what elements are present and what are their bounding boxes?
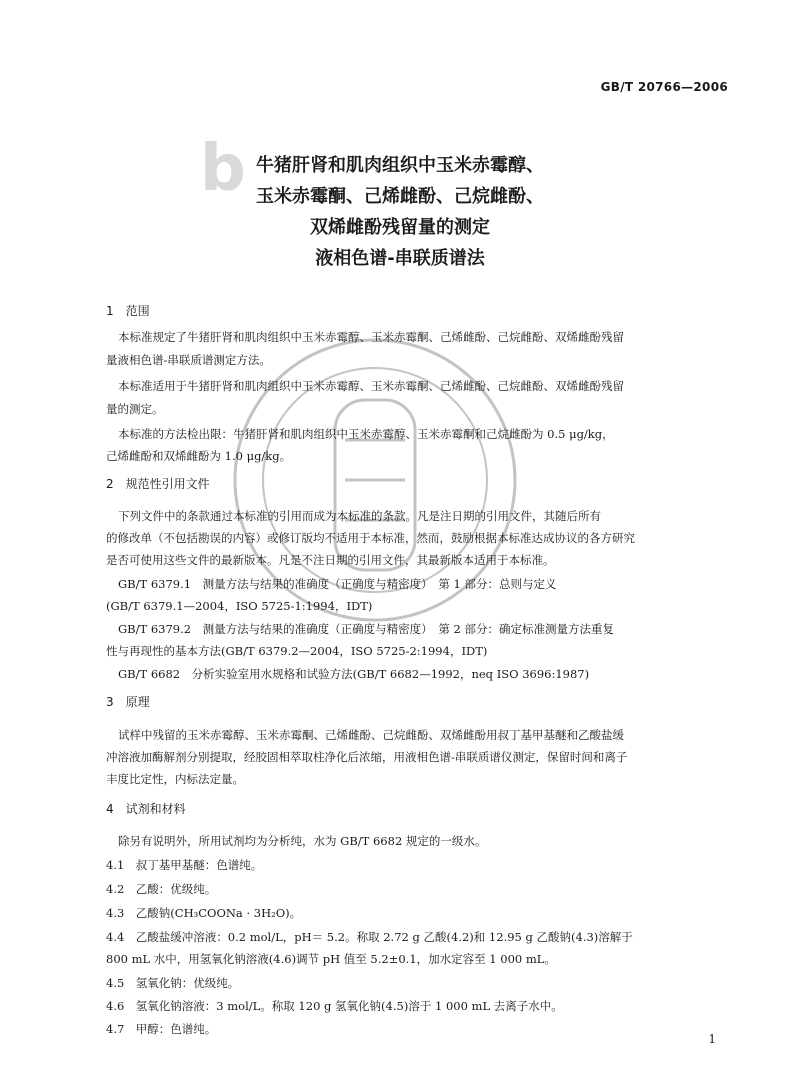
section-heading: 1 范围 xyxy=(106,304,150,318)
paragraph-line: 本标准适用于牛猪肝肾和肌肉组织中玉米赤霉醇、玉米赤霉酮、己烯雌酚、己烷雌酚、双烯雌酚残留 xyxy=(118,379,624,393)
list-item: 4.4 乙酸盐缓冲溶液：0.2 mol/L，pH＝ 5.2。称取 2.72 g 乙酸(4.2)和 12.95 g 乙酸钠(4.3)溶解于 xyxy=(106,930,633,944)
reference-line: GB/T 6379.2 测量方法与结果的准确度（正确度与精密度） 第 2 部分：确定标准测量方法重复 xyxy=(118,622,614,636)
paragraph-line: 量的测定。 xyxy=(106,402,164,416)
section-heading: 2 规范性引用文件 xyxy=(106,477,210,491)
paragraph-line: 己烯雌酚和双烯雌酚为 1.0 μg/kg。 xyxy=(106,449,292,463)
list-item: 4.5 氢氧化钠：优级纯。 xyxy=(106,976,240,990)
paragraph-line: 本标准的方法检出限：牛猪肝肾和肌肉组织中玉米赤霉醇、玉米赤霉酮和己烷雌酚为 0.5 μg/kg， xyxy=(118,427,614,441)
reference-line: 性与再现性的基本方法(GB/T 6379.2—2004，ISO 5725-2:1994，IDT) xyxy=(106,644,488,658)
reference-line: GB/T 6379.1 测量方法与结果的准确度（正确度与精密度） 第 1 部分：总则与定义 xyxy=(118,577,557,591)
paragraph-line: 量液相色谱-串联质谱测定方法。 xyxy=(106,353,271,367)
list-item: 4.3 乙酸钠(CH₃COONa · 3H₂O)。 xyxy=(106,906,302,920)
page-number: 1 xyxy=(708,1032,716,1046)
reference-line: GB/T 6682 分析实验室用水规格和试验方法(GB/T 6682—1992，neq ISO 3696:1987) xyxy=(118,667,590,681)
section-heading: 4 试剂和材料 xyxy=(106,802,186,816)
paragraph-line: 冲溶液加酶解剂分别提取，经胶固相萃取柱净化后浓缩，用液相色谱-串联质谱仪测定，保留时间和离子 xyxy=(106,750,628,764)
watermark: b xyxy=(200,132,250,206)
standard-code: GB/T 20766—2006 xyxy=(600,80,728,94)
document-title xyxy=(150,150,650,274)
paragraph-line: 除另有说明外，所用试剂均为分析纯，水为 GB/T 6682 规定的一级水。 xyxy=(118,834,487,848)
list-item: 4.7 甲醇：色谱纯。 xyxy=(106,1022,217,1036)
paragraph-line: 是否可使用这些文件的最新版本。凡是不注日期的引用文件，其最新版本适用于本标准。 xyxy=(106,553,555,567)
list-item: 4.2 乙酸：优级纯。 xyxy=(106,882,217,896)
list-item: 4.6 氢氧化钠溶液：3 mol/L。称取 120 g 氢氧化钠(4.5)溶于 1 000 mL 去离子水中。 xyxy=(106,999,563,1013)
section-heading: 3 原理 xyxy=(106,695,150,709)
title-line: 液相色谱-串联质谱法 xyxy=(315,248,485,269)
reference-line: (GB/T 6379.1—2004，ISO 5725-1:1994，IDT) xyxy=(106,599,373,613)
title-line: 牛猪肝肾和肌肉组织中玉米赤霉醇、 xyxy=(256,155,544,176)
paragraph-line: 本标准规定了牛猪肝肾和肌肉组织中玉米赤霉醇、玉米赤霉酮、己烯雌酚、己烷雌酚、双烯雌酚残留 xyxy=(118,330,624,344)
list-item: 4.1 叔丁基甲基醚：色谱纯。 xyxy=(106,858,263,872)
title-line: 双烯雌酚残留量的测定 xyxy=(310,217,490,238)
paragraph-line: 的修改单（不包括勘误的内容）或修订版均不适用于本标准，然而，鼓励根据本标准达成协议的各方研究 xyxy=(106,531,635,545)
paragraph-line: 下列文件中的条款通过本标准的引用而成为本标准的条款。凡是注日期的引用文件，其随后所有 xyxy=(118,509,601,523)
paragraph-line: 丰度比定性，内标法定量。 xyxy=(106,772,244,786)
title-line: 玉米赤霉酮、己烯雌酚、己烷雌酚、 xyxy=(256,186,544,207)
paragraph-line: 试样中残留的玉米赤霉醇、玉米赤霉酮、己烯雌酚、己烷雌酚、双烯雌酚用叔丁基甲基醚和乙酸盐缓 xyxy=(118,728,624,742)
list-item: 800 mL 水中，用氢氧化钠溶液(4.6)调节 pH 值至 5.2±0.1，加水定容至 1 000 mL。 xyxy=(106,952,556,966)
